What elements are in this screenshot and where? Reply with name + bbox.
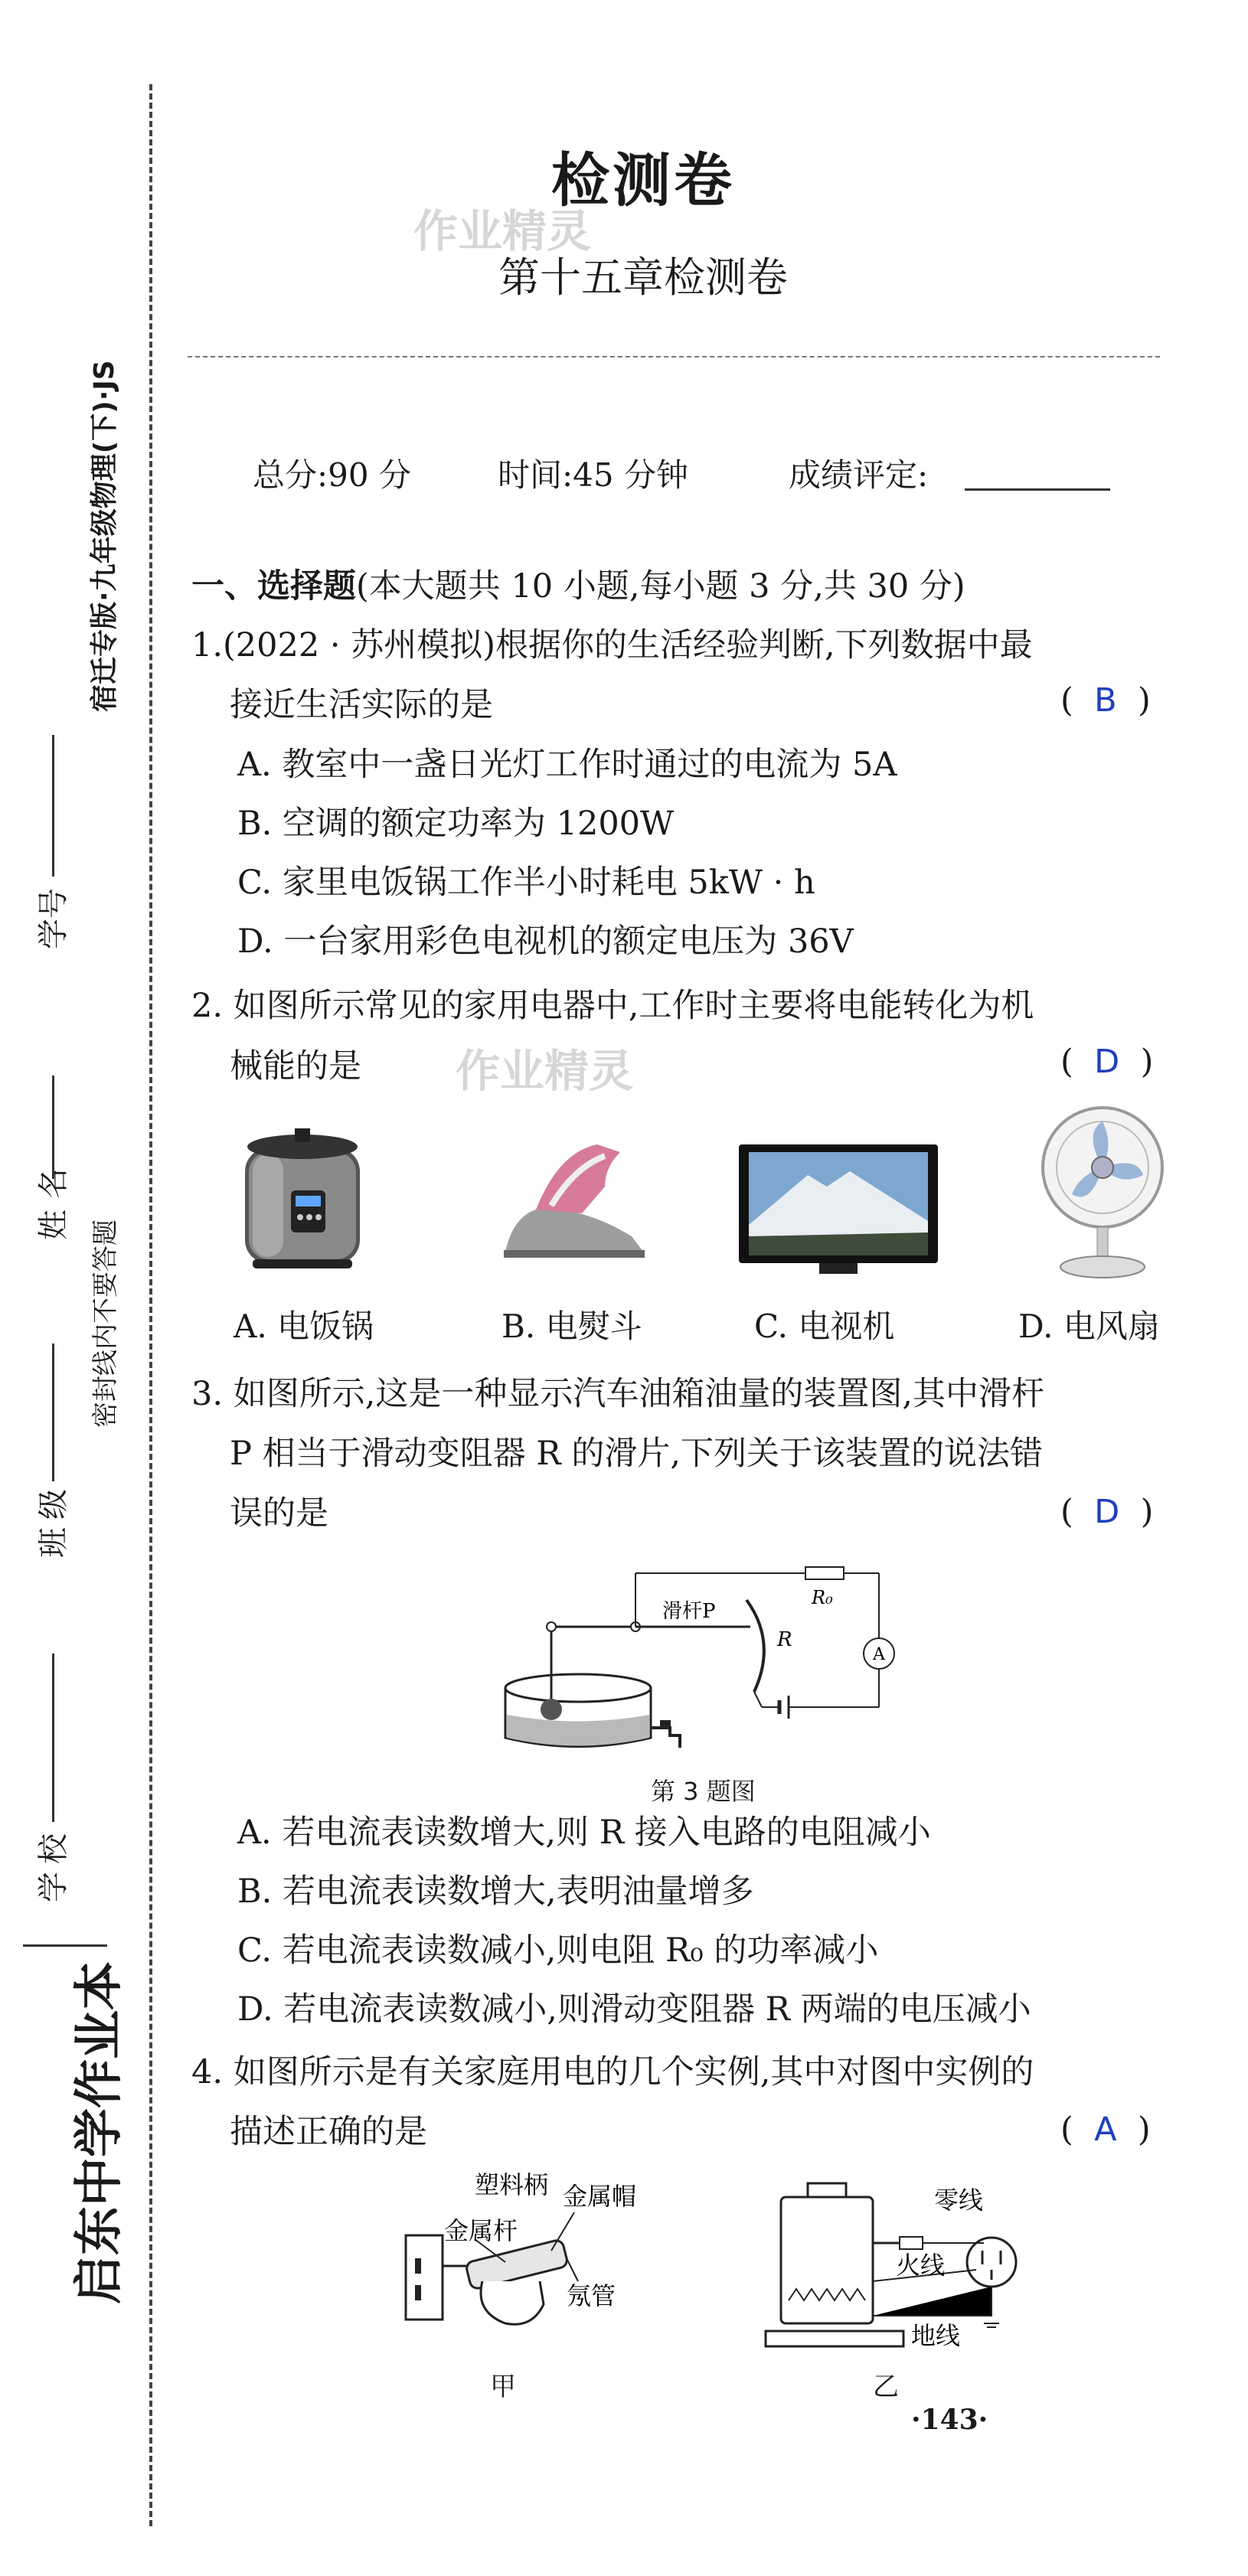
q2-stem-line2: 械能的是 [230, 1047, 361, 1086]
label-metal-rod: 金属杆 [444, 2216, 518, 2245]
q2-option-a: A. 电饭锅 [234, 1308, 374, 1345]
field-label-class: 班级 [36, 1481, 71, 1558]
q3-circuit-diagram [490, 1558, 919, 1757]
q1-option-a: A. 教室中一盏日光灯工作时通过的电流为 5A [237, 746, 897, 784]
q4-answer: ( A ) [1060, 2111, 1151, 2149]
q1-option-d: D. 一台家用彩色电视机的额定电压为 36V [237, 922, 854, 961]
q3-figure-caption: 第 3 题图 [651, 1777, 756, 1806]
q2-option-b: B. 电熨斗 [501, 1308, 642, 1345]
q4-stem-line2: 描述正确的是 [230, 2113, 427, 2151]
q3-stem-line2: P 相当于滑动变阻器 R 的滑片,下列关于该装置的说法错 [230, 1435, 1043, 1473]
page-title: 检测卷 [551, 146, 735, 214]
q2-stem-line1: 2. 如图所示常见的家用电器中,工作时主要将电能转化为机 [191, 987, 1034, 1025]
q3-stem-line1: 3. 如图所示,这是一种显示汽车油箱油量的装置图,其中滑杆 [191, 1375, 1045, 1413]
series-label: 宿迁专版·九年级物理(下)·JS [89, 360, 120, 712]
label-metal-cap: 金属帽 [563, 2182, 637, 2211]
label-plastic-handle: 塑料柄 [475, 2170, 549, 2199]
header-divider [188, 356, 1160, 358]
margin-separator [23, 1944, 107, 1947]
q4-figure-yi [754, 2166, 1045, 2350]
field-line-school[interactable] [52, 1654, 54, 1822]
school-name: 启东中学作业本 [71, 1961, 128, 2304]
resistor-r0-label: R₀ [812, 1587, 833, 1608]
ammeter-label: A [873, 1645, 885, 1664]
q1-stem-line2: 接近生活实际的是 [230, 686, 493, 724]
chapter-subtitle: 第十五章检测卷 [498, 253, 788, 302]
field-label-student-id: 学号 [36, 888, 71, 949]
field-label-school: 学校 [36, 1826, 71, 1902]
q3-option-d: D. 若电流表读数减小,则滑动变阻器 R 两端的电压减小 [237, 1990, 1031, 2029]
q4-figure-jia [390, 2166, 681, 2350]
time-limit: 时间:45 分钟 [498, 456, 688, 494]
q3-option-a: A. 若电流表读数增大,则 R 接入电路的电阻减小 [237, 1814, 931, 1852]
binding-dashed-line [149, 84, 152, 2526]
grade-field[interactable] [965, 488, 1110, 491]
fan-image [1030, 1102, 1175, 1286]
q1-option-b: B. 空调的额定功率为 1200W [237, 805, 675, 843]
q1-answer-letter: B [1094, 681, 1117, 720]
q3-option-c: C. 若电流表读数减小,则电阻 R₀ 的功率减小 [237, 1931, 879, 1970]
field-label-name: 姓名 [36, 1157, 71, 1240]
section-heading [191, 555, 965, 618]
q2-option-d: D. 电风扇 [1018, 1308, 1160, 1345]
iron-image [490, 1121, 658, 1275]
watermark: 作业精灵 [413, 205, 592, 257]
q4-answer-letter: A [1094, 2111, 1117, 2149]
seal-note: 密封线内不要答题 [90, 1219, 121, 1428]
total-score: 总分:90 分 [253, 456, 411, 494]
slider-label: 滑杆P [662, 1600, 716, 1623]
label-neon-tube: 氖管 [567, 2281, 616, 2310]
q2-answer: ( D ) [1060, 1043, 1154, 1081]
label-neutral-wire: 零线 [934, 2186, 984, 2215]
q3-option-b: B. 若电流表读数增大,表明油量增多 [237, 1872, 754, 1911]
q4-stem-line1: 4. 如图所示是有关家庭用电的几个实例,其中对图中实例的 [191, 2053, 1034, 2091]
field-line-name[interactable] [52, 1076, 54, 1179]
q1-stem-line1: 1.(2022 · 苏州模拟)根据你的生活经验判断,下列数据中最 [191, 626, 1033, 664]
q2-option-c: C. 电视机 [754, 1308, 895, 1345]
q4-caption-yi: 乙 [873, 2372, 899, 2402]
section-title: 一、选择题 [191, 567, 356, 606]
field-line-class[interactable] [52, 1344, 54, 1481]
grade-label: 成绩评定: [789, 456, 929, 494]
q3-stem-line3: 误的是 [230, 1494, 328, 1533]
label-live-wire: 火线 [896, 2251, 946, 2280]
q4-caption-jia: 甲 [490, 2372, 516, 2402]
q1-option-c: C. 家里电饭锅工作半小时耗电 5kW · h [237, 864, 815, 902]
tv-image [735, 1141, 942, 1278]
watermark-2: 作业精灵 [456, 1045, 634, 1097]
label-ground-wire: 地线 [911, 2321, 961, 2350]
field-line-student-id[interactable] [52, 735, 54, 877]
section-note: (本大题共 10 小题,每小题 3 分,共 30 分) [356, 567, 965, 606]
q3-answer-letter: D [1094, 1493, 1120, 1531]
q3-answer: ( D ) [1060, 1493, 1154, 1531]
q2-answer-letter: D [1094, 1043, 1120, 1081]
q1-answer: ( B ) [1060, 681, 1151, 720]
rice-cooker-image [230, 1118, 375, 1278]
page-number: ·143· [911, 2404, 988, 2436]
resistor-r-label: R [777, 1628, 792, 1651]
